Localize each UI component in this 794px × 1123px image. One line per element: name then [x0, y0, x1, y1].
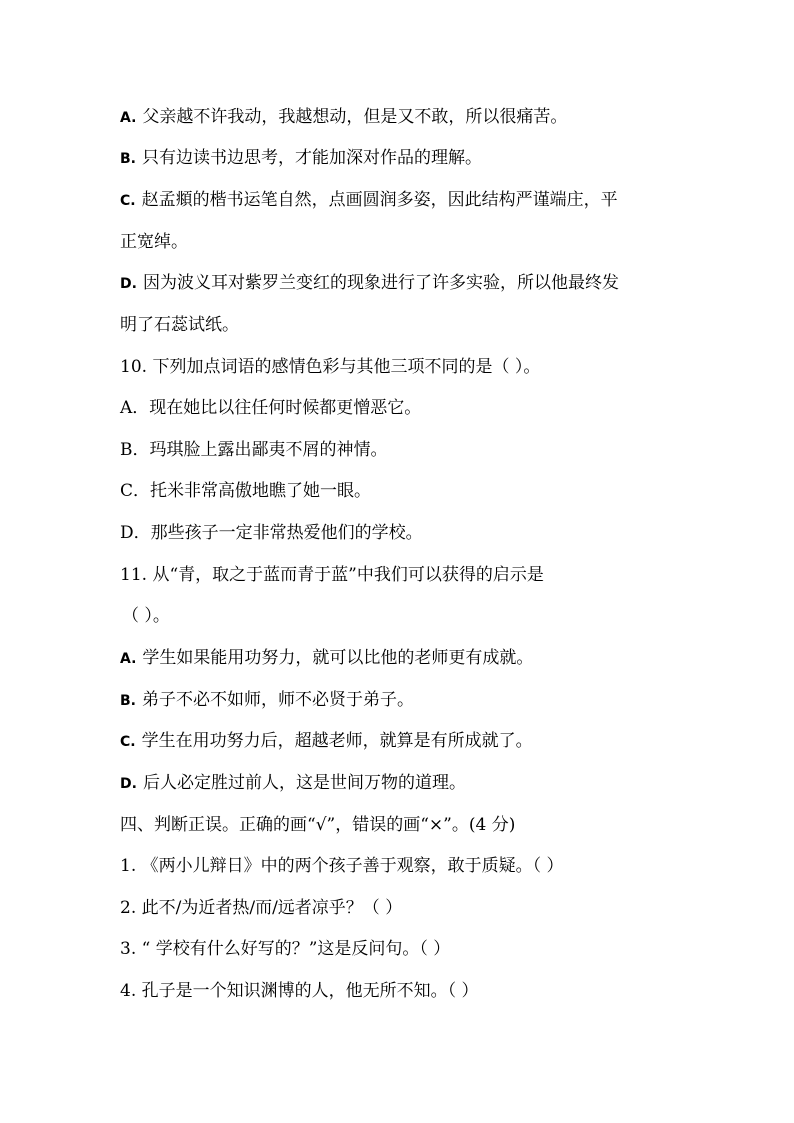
- option-label: B.: [120, 151, 136, 167]
- section4-item-2: 2. 此不/为近者热/而/远者凉乎？（ ）: [120, 898, 403, 918]
- option-text: 正宽绰。: [120, 232, 188, 252]
- q9-option-c: [120, 188, 690, 213]
- option-label: D.: [120, 776, 137, 792]
- q9-option-a: [120, 105, 690, 130]
- option-text: 赵孟頫的楷书运笔自然，点画圆润多姿，因此结构严谨端庄，平: [141, 190, 618, 210]
- q10-option-a: A．现在她比以往任何时候都更憎恶它。: [120, 398, 422, 418]
- option-label: C.: [120, 734, 136, 750]
- q11-stem-blank: （ ）。: [122, 606, 170, 626]
- q10-stem: 10. 下列加点词语的感情色彩与其他三项不同的是（ ）。: [120, 357, 541, 377]
- option-label: D.: [120, 276, 137, 292]
- section4-heading: 四、判断正误。正确的画“√”，错误的画“×”。(4 分): [120, 815, 516, 835]
- option-text: 只有边读书边思考，才能加深对作品的理解。: [142, 148, 482, 168]
- option-text: 后人必定胜过前人，这是世间万物的道理。: [142, 773, 466, 793]
- q11-option-d: [120, 771, 690, 796]
- section4-item-3: 3. “ 学校有什么好写的？”这是反问句。（ ）: [120, 939, 451, 959]
- option-text: 明了石蕊试纸。: [120, 315, 239, 335]
- q9-option-c-cont: [120, 230, 690, 254]
- option-text: 学生在用功努力后，超越老师，就算是有所成就了。: [141, 731, 533, 751]
- q11-option-b: [120, 688, 690, 713]
- section4-item-4: 4. 孔子是一个知识渊博的人，他无所不知。（ ）: [120, 981, 479, 1001]
- option-text: 学生如果能用功努力，就可以比他的老师更有成就。: [142, 648, 534, 668]
- q10-option-d: D．那些孩子一定非常热爱他们的学校。: [120, 523, 423, 543]
- q10-option-c: C．托米非常高傲地瞧了她一眼。: [120, 481, 372, 501]
- q9-option-d: [120, 271, 690, 296]
- q9-option-d-cont: [120, 313, 690, 337]
- option-text: 弟子不必不如师，师不必贤于弟子。: [142, 690, 414, 710]
- q11-option-c: [120, 729, 690, 754]
- option-label: B.: [120, 693, 136, 709]
- option-label: A.: [120, 651, 137, 667]
- q9-option-b: [120, 146, 690, 171]
- option-label: A.: [120, 110, 137, 126]
- q11-stem: 11. 从“青，取之于蓝而青于蓝”中我们可以获得的启示是: [120, 565, 544, 585]
- option-text: 父亲越不许我动，我越想动，但是又不敢，所以很痛苦。: [142, 107, 568, 127]
- option-text: 因为波义耳对紫罗兰变红的现象进行了许多实验，所以他最终发: [142, 273, 619, 293]
- section4-item-1: 1. 《两小儿辩日》中的两个孩子善于观察，敢于质疑。（ ）: [120, 856, 564, 876]
- q11-option-a: [120, 646, 690, 671]
- q10-option-b: B．玛琪脸上露出鄙夷不屑的神情。: [120, 440, 388, 460]
- option-label: C.: [120, 193, 136, 209]
